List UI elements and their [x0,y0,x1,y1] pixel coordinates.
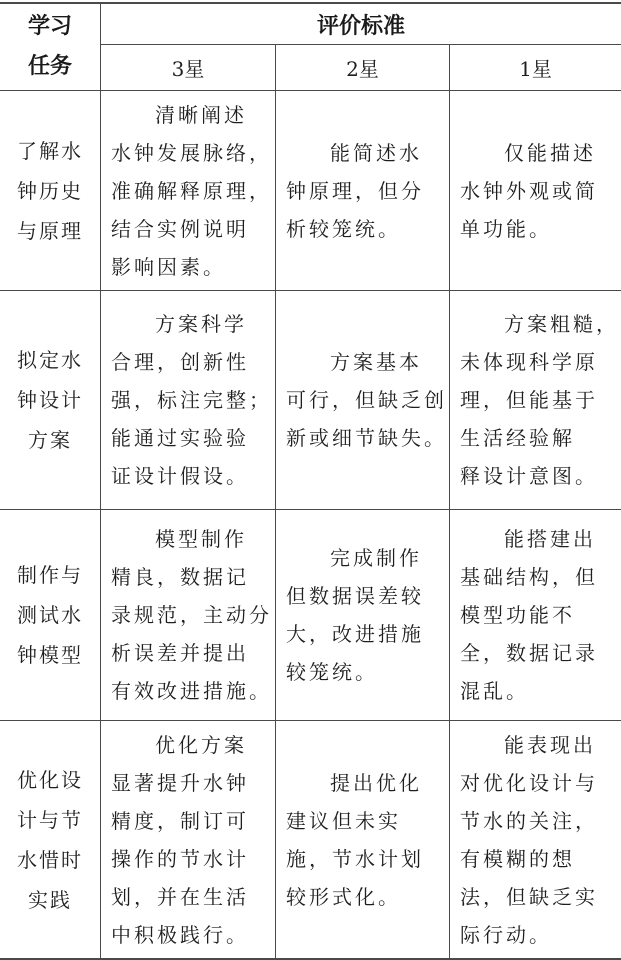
criteria-line: 建议但未实 [286,808,401,833]
criteria-line: 节水的关注， [460,808,598,833]
criteria-line: 方案科学 [155,312,247,336]
task-cell-3 [0,510,100,720]
task-line: 拟定水 [17,348,83,372]
task-cell-2 [0,291,100,509]
criteria-line: 仅能描述 [504,140,596,165]
header-task-line: 学习 [27,14,72,39]
criteria-3-star-4 [101,721,275,958]
criteria-line: 可行，但缺乏创 [286,388,447,412]
criteria-line: 精良，数据记 [111,565,249,589]
criteria-line: 有模糊的想 [460,846,575,871]
criteria-line: 清晰阐述 [155,102,247,127]
criteria-line: 水钟外观或简 [460,178,598,203]
criteria-line: 精度，制订可 [111,808,249,833]
task-line: 钟模型 [17,643,83,667]
header-criteria-cell [101,4,621,44]
criteria-1-star-1 [450,91,621,290]
criteria-2-star-4 [276,721,449,958]
criteria-line: 混乱。 [460,679,529,703]
criteria-line: 新或细节缺失。 [286,426,447,450]
task-cell-1 [0,91,100,290]
task-line: 钟历史 [17,178,83,203]
header-task-cell [0,4,100,90]
criteria-1-star-2 [450,291,621,509]
criteria-line: 证设计假设。 [111,464,249,488]
criteria-line: 准确解释原理， [111,178,272,203]
criteria-line: 全，数据记录 [460,641,598,665]
criteria-line: 显著提升水钟 [111,770,249,795]
criteria-line: 析较笼统。 [286,216,401,241]
task-line: 计与节 [17,807,83,832]
task-cell-4 [0,721,100,958]
criteria-line: 能通过实验验 [111,426,249,450]
header-task-line: 任务 [27,54,72,79]
criteria-line: 能搭建出 [504,527,596,551]
criteria-line: 模型功能不 [460,603,575,627]
header-2-star [276,45,449,90]
criteria-line: 强，标注完整； [111,388,272,412]
criteria-line: 有效改进措施。 [111,679,272,703]
task-line: 了解水 [17,138,83,163]
criteria-line: 释设计意图。 [460,464,598,488]
criteria-3-star-2 [101,291,275,509]
header-star-label: 1星 [519,57,552,81]
task-line: 方案 [28,428,72,452]
criteria-line: 析误差并提出 [111,641,249,665]
task-line: 水惜时 [17,847,83,872]
criteria-line: 方案基本 [330,350,422,374]
criteria-line: 大，改进措施 [286,622,424,646]
criteria-1-star-3 [450,510,621,720]
task-line: 钟设计 [17,388,83,412]
criteria-line: 较形式化。 [286,884,401,909]
criteria-line: 结合实例说明 [111,216,249,241]
criteria-line: 能简述水 [330,140,422,165]
header-criteria-label: 评价标准 [316,13,405,39]
task-line: 与原理 [17,218,83,243]
criteria-line: 未体现科学原 [460,350,598,374]
criteria-line: 优化方案 [155,732,247,757]
header-star-label: 3星 [171,57,205,81]
task-line: 优化设 [17,767,83,792]
task-line: 实践 [28,887,72,912]
criteria-2-star-3 [276,510,449,720]
criteria-line: 方案粗糙， [504,312,619,336]
criteria-line: 法，但缺乏实 [460,884,598,909]
criteria-line: 施，节水计划 [286,846,424,871]
criteria-line: 较笼统。 [286,660,378,684]
criteria-line: 操作的节水计 [111,846,249,871]
header-3-star [101,45,275,90]
criteria-line: 完成制作 [330,546,422,570]
criteria-line: 但数据误差较 [286,584,424,608]
criteria-3-star-3 [101,510,275,720]
criteria-line: 合理，创新性 [111,350,249,374]
criteria-line: 录规范，主动分 [111,603,272,627]
header-1-star [450,45,621,90]
criteria-line: 提出优化 [330,770,422,795]
criteria-1-star-4 [450,721,621,958]
criteria-line: 生活经验解 [460,426,575,450]
criteria-line: 基础结构，但 [460,565,598,589]
criteria-line: 水钟发展脉络， [111,140,272,165]
criteria-line: 际行动。 [460,922,552,947]
task-line: 测试水 [17,603,83,627]
task-line: 制作与 [17,563,83,587]
criteria-line: 理，但能基于 [460,388,598,412]
criteria-line: 单功能。 [460,216,552,241]
header-star-label: 2星 [346,57,379,81]
criteria-line: 中积极践行。 [111,922,249,947]
criteria-3-star-1 [101,91,275,290]
criteria-line: 对优化设计与 [460,770,598,795]
criteria-2-star-1 [276,91,449,290]
criteria-2-star-2 [276,291,449,509]
criteria-line: 划，并在生活 [111,884,249,909]
criteria-line: 钟原理，但分 [286,178,424,203]
criteria-line: 能表现出 [504,732,596,757]
criteria-line: 影响因素。 [111,254,226,279]
criteria-line: 模型制作 [155,527,247,551]
